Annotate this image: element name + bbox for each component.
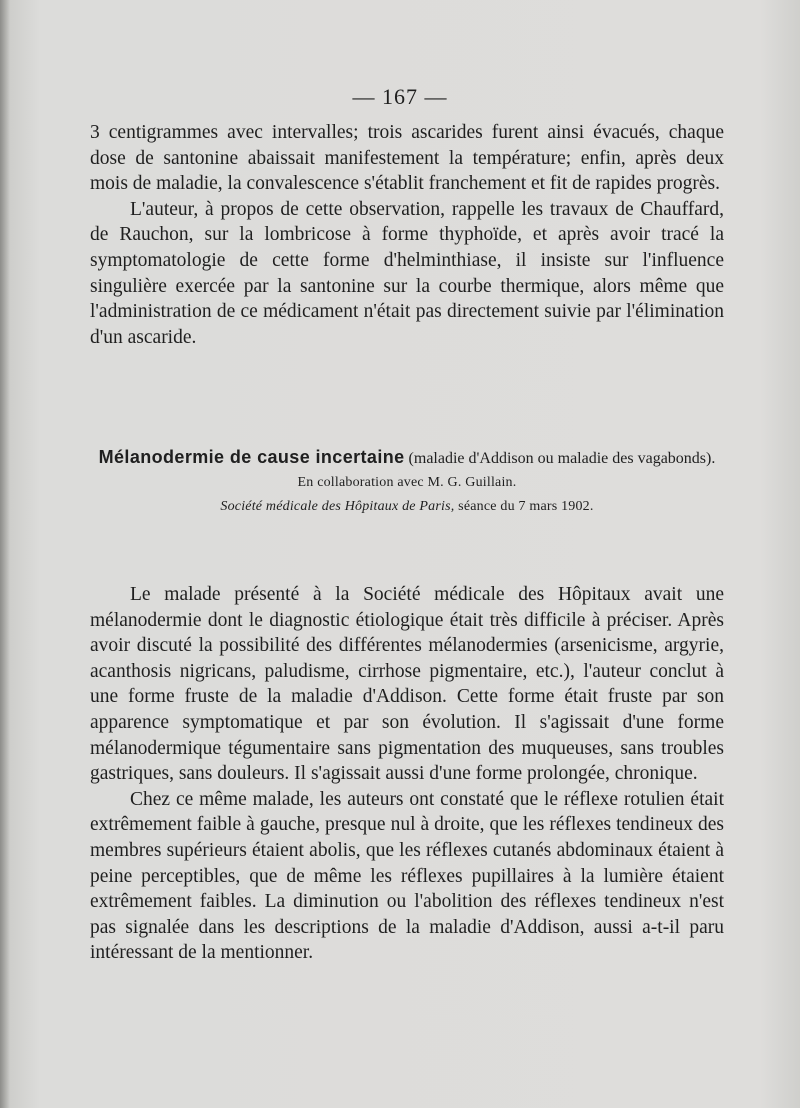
- section-header: [90, 446, 724, 517]
- paragraph-continuation: 3 centigrammes avec intervalles; trois ascarides furent ainsi évacués, chaque dose de santonine abaissait manifestement la température; enfin, après deux mois de maladie, la convalescence s'établit franchement et fit de rapides progrès.: [90, 122, 724, 195]
- paragraph-reflexes: Chez ce même malade, les auteurs ont constaté que le réflexe rotulien était extrêmement faible à gauche, presque nul à droite, que les réflexes tendineux des membres supérieurs étaient abolis, que les réflexes cutanés abdominaux étaient à peine perceptibles, que de même les réflexes pupillaires à la lumière étaient extrêmement faibles. La diminution ou l'abolition des réflexes tendineux n'est pas signalée dans les descriptions de la maladie d'Addison, aussi a-t-il paru intéressant de la mentionner.: [90, 788, 724, 964]
- source-society: Société médicale des Hôpitaux de Paris,: [220, 499, 455, 514]
- bottom-text-block: [90, 582, 724, 966]
- page-edge-shadow: [0, 0, 10, 1108]
- section-heading: [90, 446, 724, 470]
- collaboration-credit: En collaboration avec M. G. Guillain.: [297, 475, 517, 490]
- top-text-block: [90, 120, 724, 350]
- section-title: Mélanodermie de cause incertaine: [98, 447, 405, 467]
- paragraph-malade: Le malade présenté à la Société médicale des Hôpitaux avait une mélanodermie dont le diagnostic étiologique était très difficile à préciser. Après avoir discuté la possibilité des différentes mélanodermies (arsenicisme, argyrie, acanthosis nigricans, paludisme, cirrhose pigmentaire, etc.), l'auteur conclut à une forme fruste de la maladie d'Addison. Cette forme était fruste par son apparence symptomatique et par son évolution. Il s'agissait d'une forme mélanodermique tégumentaire sans pigmentation des muqueuses, sans troubles gastriques, sans douleurs. Il s'agissait aussi d'une forme prolongée, chronique.: [90, 584, 724, 785]
- page-number: — 167 —: [352, 84, 448, 109]
- source-citation: [90, 497, 724, 517]
- section-title-rest: (maladie d'Addison ou maladie des vagabonds).: [404, 450, 716, 467]
- paragraph-auteur: L'auteur, à propos de cette observation, rappelle les travaux de Chauffard, de Rauchon, sur la lombricose à forme thyphoïde, et après avoir tracé la symptomatologie de cette forme d'helminthiase, il insiste sur l'influence singulière exercée par la santonine sur la courbe thermique, alors même que l'administration de ce médicament n'était pas directement suivie par l'élimination d'un ascaride.: [90, 198, 724, 348]
- source-date: séance du 7 mars 1902.: [454, 499, 594, 514]
